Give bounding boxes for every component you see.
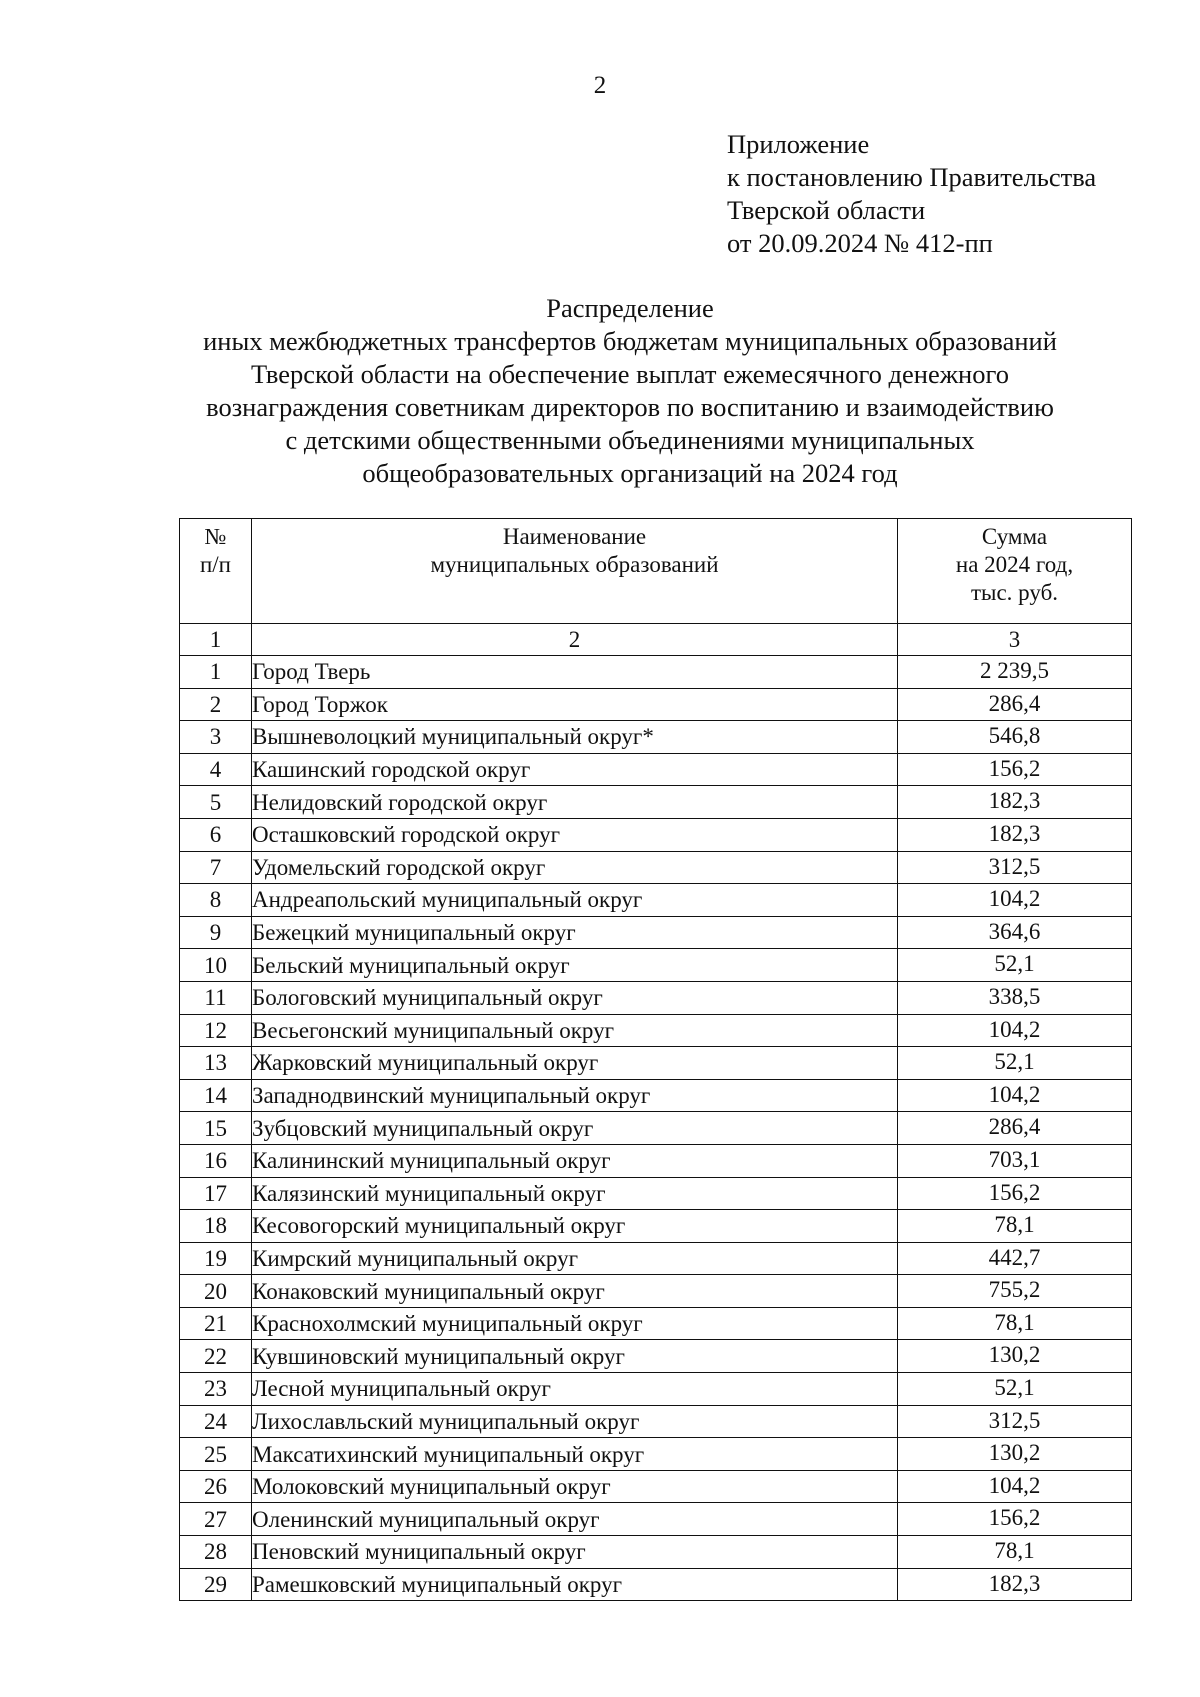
row-number: 14 <box>180 1079 252 1112</box>
municipality-name: Молоковский муниципальный округ <box>252 1470 898 1503</box>
row-number: 24 <box>180 1405 252 1438</box>
table-row <box>180 1047 1132 1080</box>
transfer-amount: 442,7 <box>898 1242 1132 1275</box>
title-line: Распределение <box>546 293 714 323</box>
transfer-amount: 286,4 <box>898 1112 1132 1145</box>
table-row <box>180 1340 1132 1373</box>
transfer-amount: 52,1 <box>898 949 1132 982</box>
municipality-name: Кимрский муниципальный округ <box>252 1242 898 1275</box>
transfer-amount: 104,2 <box>898 1470 1132 1503</box>
column-number: 2 <box>252 624 898 656</box>
municipality-name: Рамешковский муниципальный округ <box>252 1568 898 1601</box>
table-row <box>180 786 1132 819</box>
column-number: 1 <box>180 624 252 656</box>
column-number: 3 <box>898 624 1132 656</box>
municipality-name: Калязинский муниципальный округ <box>252 1177 898 1210</box>
appendix-block <box>727 128 1096 260</box>
row-number: 6 <box>180 818 252 851</box>
table-row <box>180 1079 1132 1112</box>
appendix-line: Приложение <box>727 129 870 159</box>
transfer-amount: 52,1 <box>898 1047 1132 1080</box>
row-number: 23 <box>180 1373 252 1406</box>
row-number: 7 <box>180 851 252 884</box>
transfer-amount: 156,2 <box>898 1503 1132 1536</box>
row-number: 4 <box>180 753 252 786</box>
municipality-name: Вышневолоцкий муниципальный округ* <box>252 721 898 754</box>
row-number: 8 <box>180 884 252 917</box>
row-number: 21 <box>180 1307 252 1340</box>
row-number: 26 <box>180 1470 252 1503</box>
municipality-name: Андреапольский муниципальный округ <box>252 884 898 917</box>
transfer-amount: 104,2 <box>898 884 1132 917</box>
transfer-amount: 78,1 <box>898 1307 1132 1340</box>
title-line: с детскими общественными объединениями муниципальных <box>285 425 975 455</box>
municipality-name: Осташковский городской округ <box>252 818 898 851</box>
municipality-name: Бежецкий муниципальный округ <box>252 916 898 949</box>
table-row <box>180 1438 1132 1471</box>
transfer-amount: 182,3 <box>898 786 1132 819</box>
table-row <box>180 1177 1132 1210</box>
row-number: 9 <box>180 916 252 949</box>
transfer-amount: 312,5 <box>898 1405 1132 1438</box>
row-number: 2 <box>180 688 252 721</box>
header-sum-line: на 2024 год, <box>955 552 1074 577</box>
row-number: 22 <box>180 1340 252 1373</box>
municipality-name: Западнодвинский муниципальный округ <box>252 1079 898 1112</box>
table-row <box>180 981 1132 1014</box>
municipality-name: Удомельский городской округ <box>252 851 898 884</box>
row-number: 27 <box>180 1503 252 1536</box>
table-row <box>180 1536 1132 1569</box>
appendix-line: Тверской области <box>727 195 926 225</box>
municipality-name: Бологовский муниципальный округ <box>252 981 898 1014</box>
header-name <box>252 519 898 624</box>
row-number: 20 <box>180 1275 252 1308</box>
document-title <box>100 292 1160 490</box>
table-row <box>180 688 1132 721</box>
table-row <box>180 1470 1132 1503</box>
header-name-line: муниципальных образований <box>430 552 719 577</box>
municipality-name: Калининский муниципальный округ <box>252 1144 898 1177</box>
header-num-line: п/п <box>199 552 231 577</box>
transfer-amount: 156,2 <box>898 1177 1132 1210</box>
municipality-name: Город Тверь <box>252 656 898 689</box>
transfer-amount: 78,1 <box>898 1536 1132 1569</box>
table-row <box>180 851 1132 884</box>
table-row <box>180 1275 1132 1308</box>
row-number: 19 <box>180 1242 252 1275</box>
title-line: Тверской области на обеспечение выплат ежемесячного денежного <box>251 359 1009 389</box>
municipality-name: Кашинский городской округ <box>252 753 898 786</box>
transfer-amount: 182,3 <box>898 1568 1132 1601</box>
transfer-amount: 52,1 <box>898 1373 1132 1406</box>
table-row <box>180 1112 1132 1145</box>
row-number: 15 <box>180 1112 252 1145</box>
row-number: 17 <box>180 1177 252 1210</box>
transfer-amount: 104,2 <box>898 1079 1132 1112</box>
municipality-name: Лесной муниципальный округ <box>252 1373 898 1406</box>
row-number: 10 <box>180 949 252 982</box>
municipality-name: Жарковский муниципальный округ <box>252 1047 898 1080</box>
title-line: общеобразовательных организаций на 2024 год <box>362 458 898 488</box>
row-number: 13 <box>180 1047 252 1080</box>
row-number: 29 <box>180 1568 252 1601</box>
table-row <box>180 753 1132 786</box>
title-line: иных межбюджетных трансфертов бюджетам муниципальных образований <box>203 326 1057 356</box>
transfer-amount: 156,2 <box>898 753 1132 786</box>
transfer-amount: 2 239,5 <box>898 656 1132 689</box>
column-number-row <box>180 624 1132 656</box>
table-header-row <box>180 519 1132 624</box>
header-sum-line: тыс. руб. <box>970 580 1059 605</box>
row-number: 28 <box>180 1536 252 1569</box>
municipality-name: Максатихинский муниципальный округ <box>252 1438 898 1471</box>
row-number: 5 <box>180 786 252 819</box>
municipality-name: Город Торжок <box>252 688 898 721</box>
row-number: 11 <box>180 981 252 1014</box>
title-line: вознаграждения советникам директоров по воспитанию и взаимодействию <box>206 392 1054 422</box>
appendix-line: к постановлению Правительства <box>727 162 1097 192</box>
header-sum <box>898 519 1132 624</box>
table-row <box>180 884 1132 917</box>
transfer-amount: 130,2 <box>898 1340 1132 1373</box>
municipality-name: Лихославльский муниципальный округ <box>252 1405 898 1438</box>
header-num <box>180 519 252 624</box>
table-row <box>180 818 1132 851</box>
table-row <box>180 949 1132 982</box>
transfer-amount: 703,1 <box>898 1144 1132 1177</box>
distribution-table <box>179 518 1132 1601</box>
transfer-amount: 312,5 <box>898 851 1132 884</box>
table-row <box>180 1014 1132 1047</box>
municipality-name: Кувшиновский муниципальный округ <box>252 1340 898 1373</box>
header-name-line: Наименование <box>502 524 647 549</box>
transfer-amount: 546,8 <box>898 721 1132 754</box>
municipality-name: Оленинский муниципальный округ <box>252 1503 898 1536</box>
transfer-amount: 286,4 <box>898 688 1132 721</box>
transfer-amount: 104,2 <box>898 1014 1132 1047</box>
table-row <box>180 1210 1132 1243</box>
appendix-line: от 20.09.2024 № 412-пп <box>727 228 993 258</box>
transfer-amount: 338,5 <box>898 981 1132 1014</box>
municipality-name: Бельский муниципальный округ <box>252 949 898 982</box>
municipality-name: Пеновский муниципальный округ <box>252 1536 898 1569</box>
table-row <box>180 1242 1132 1275</box>
transfer-amount: 182,3 <box>898 818 1132 851</box>
table-row <box>180 1405 1132 1438</box>
municipality-name: Кесовогорский муниципальный округ <box>252 1210 898 1243</box>
table-row <box>180 916 1132 949</box>
table-row <box>180 1568 1132 1601</box>
municipality-name: Нелидовский городской округ <box>252 786 898 819</box>
row-number: 12 <box>180 1014 252 1047</box>
header-sum-line: Сумма <box>981 524 1048 549</box>
transfer-amount: 364,6 <box>898 916 1132 949</box>
row-number: 3 <box>180 721 252 754</box>
row-number: 18 <box>180 1210 252 1243</box>
table-row <box>180 1503 1132 1536</box>
municipality-name: Конаковский муниципальный округ <box>252 1275 898 1308</box>
row-number: 1 <box>180 656 252 689</box>
transfer-amount: 78,1 <box>898 1210 1132 1243</box>
table-row <box>180 1307 1132 1340</box>
municipality-name: Весьегонский муниципальный округ <box>252 1014 898 1047</box>
table-row <box>180 721 1132 754</box>
table-body <box>180 656 1132 1601</box>
municipality-name: Зубцовский муниципальный округ <box>252 1112 898 1145</box>
table-row <box>180 1373 1132 1406</box>
table-row <box>180 656 1132 689</box>
row-number: 25 <box>180 1438 252 1471</box>
table-row <box>180 1144 1132 1177</box>
header-num-line: № <box>204 524 227 549</box>
row-number: 16 <box>180 1144 252 1177</box>
transfer-amount: 130,2 <box>898 1438 1132 1471</box>
transfer-amount: 755,2 <box>898 1275 1132 1308</box>
municipality-name: Краснохолмский муниципальный округ <box>252 1307 898 1340</box>
page-number: 2 <box>593 72 607 99</box>
